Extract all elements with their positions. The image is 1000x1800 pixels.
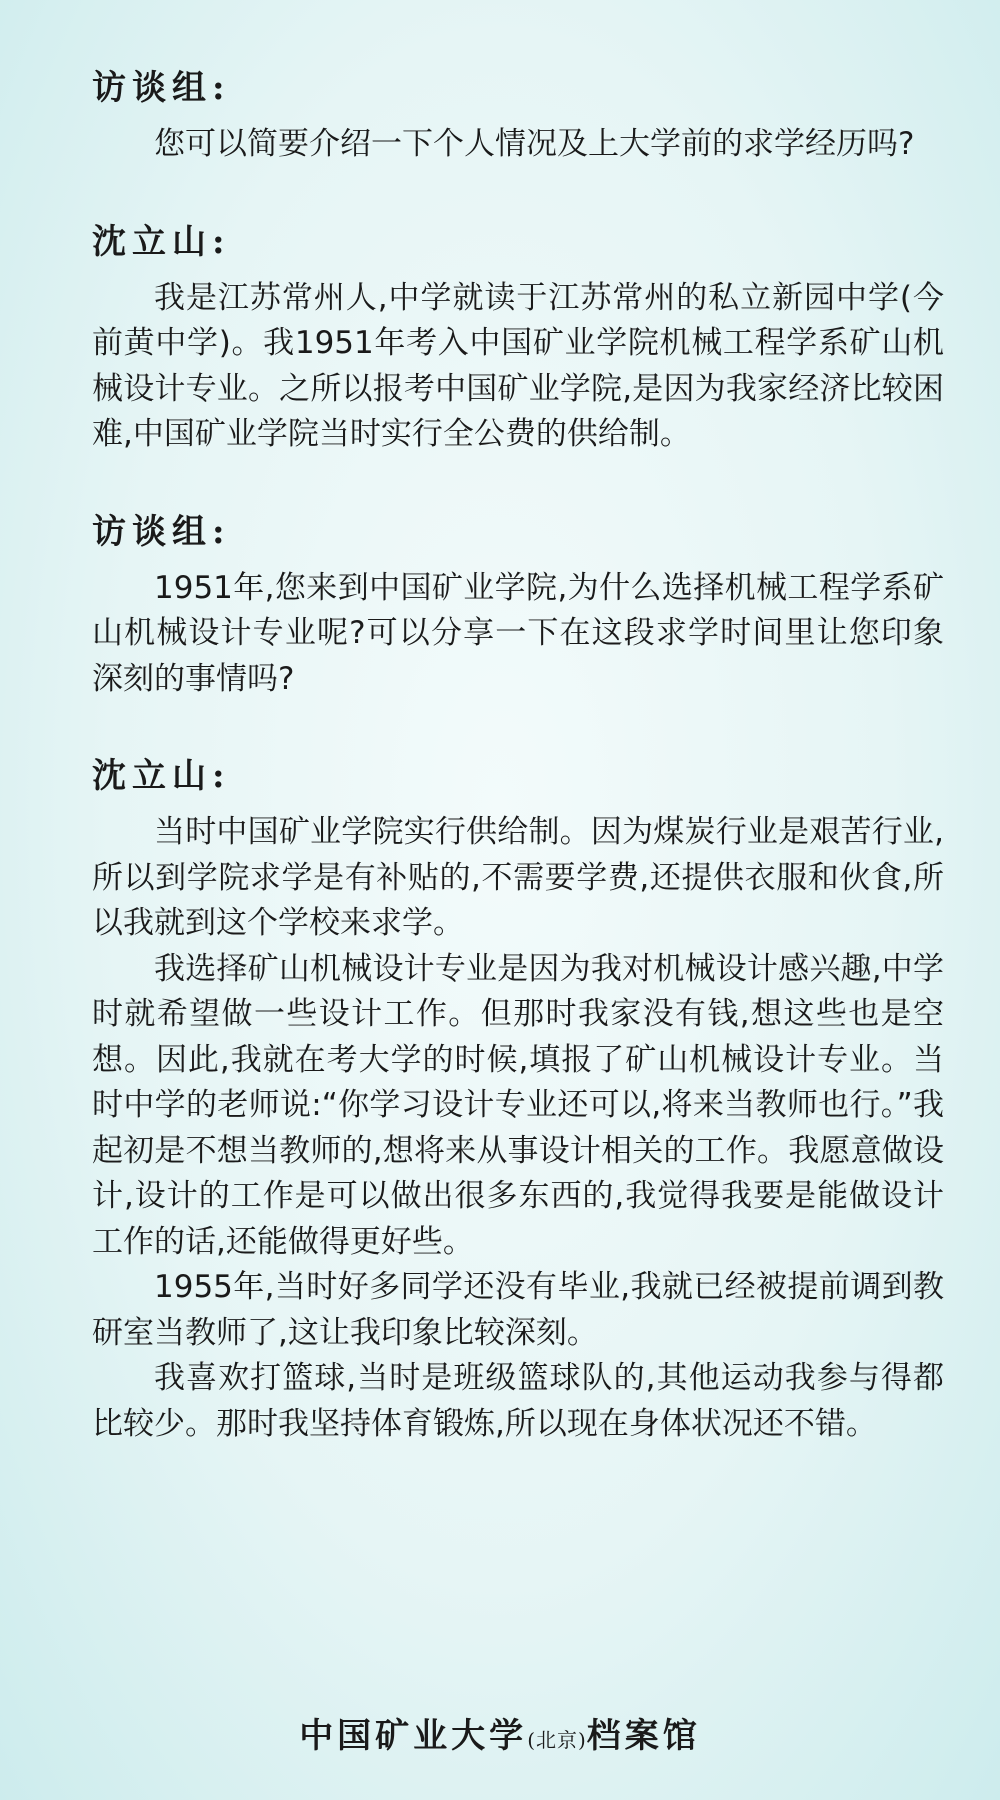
interview-block [92,508,944,703]
footer-archive: 档案馆 [586,1716,701,1756]
paragraph: 我是江苏常州人,中学就读于江苏常州的私立新园中学(今前黄中学)。我1951年考入中国矿业学院机械工程学系矿山机械设计专业。之所以报考中国矿业学院,是因为我家经济比较困难,中国矿业学院当时实行全公费的供给制。 [92,279,944,452]
paragraph: 您可以简要介绍一下个人情况及上大学前的求学经历吗? [154,126,915,162]
interview-block [92,218,944,458]
speaker-label: 沈立山: [92,221,231,262]
archive-footer [0,1708,1000,1757]
paragraph: 当时中国矿业学院实行供给制。因为煤炭行业是艰苦行业,所以到学院求学是有补贴的,不需要学费,还提供衣服和伙食,所以我就到这个学校来求学。 [92,814,944,941]
footer-campus: (北京) [527,1728,587,1752]
interview-block [92,752,944,1447]
speaker-label: 访谈组: [92,511,231,552]
interview-block [92,64,944,168]
speaker-label: 访谈组: [92,68,231,108]
paragraph: 1951年,您来到中国矿业学院,为什么选择机械工程学系矿山机械设计专业呢?可以分享一下在这段求学时间里让您印象深刻的事情吗? [92,569,944,697]
paragraph: 1955年,当时好多同学还没有毕业,我就已经被提前调到教研室当教师了,这让我印象比较深刻。 [92,1269,944,1351]
speaker-label: 沈立山: [92,756,231,796]
paragraph: 我选择矿山机械设计专业是因为我对机械设计感兴趣,中学时就希望做一些设计工作。但那时我家没有钱,想这些也是空想。因此,我就在考大学的时候,填报了矿山机械设计专业。当时中学的老师说:“你学习设计专业还可以,将来当教师也行。”我起初是不想当教师的,想将来从事设计相关的工作。我愿意做设计,设计的工作是可以做出很多东西的,我觉得我要是能做设计工作的话,还能做得更好些。 [92,950,944,1260]
paragraph: 我喜欢打篮球,当时是班级篮球队的,其他运动我参与得都比较少。那时我坚持体育锻炼,所以现在身体状况还不错。 [92,1360,944,1442]
footer-university: 中国矿业大学 [299,1716,528,1756]
